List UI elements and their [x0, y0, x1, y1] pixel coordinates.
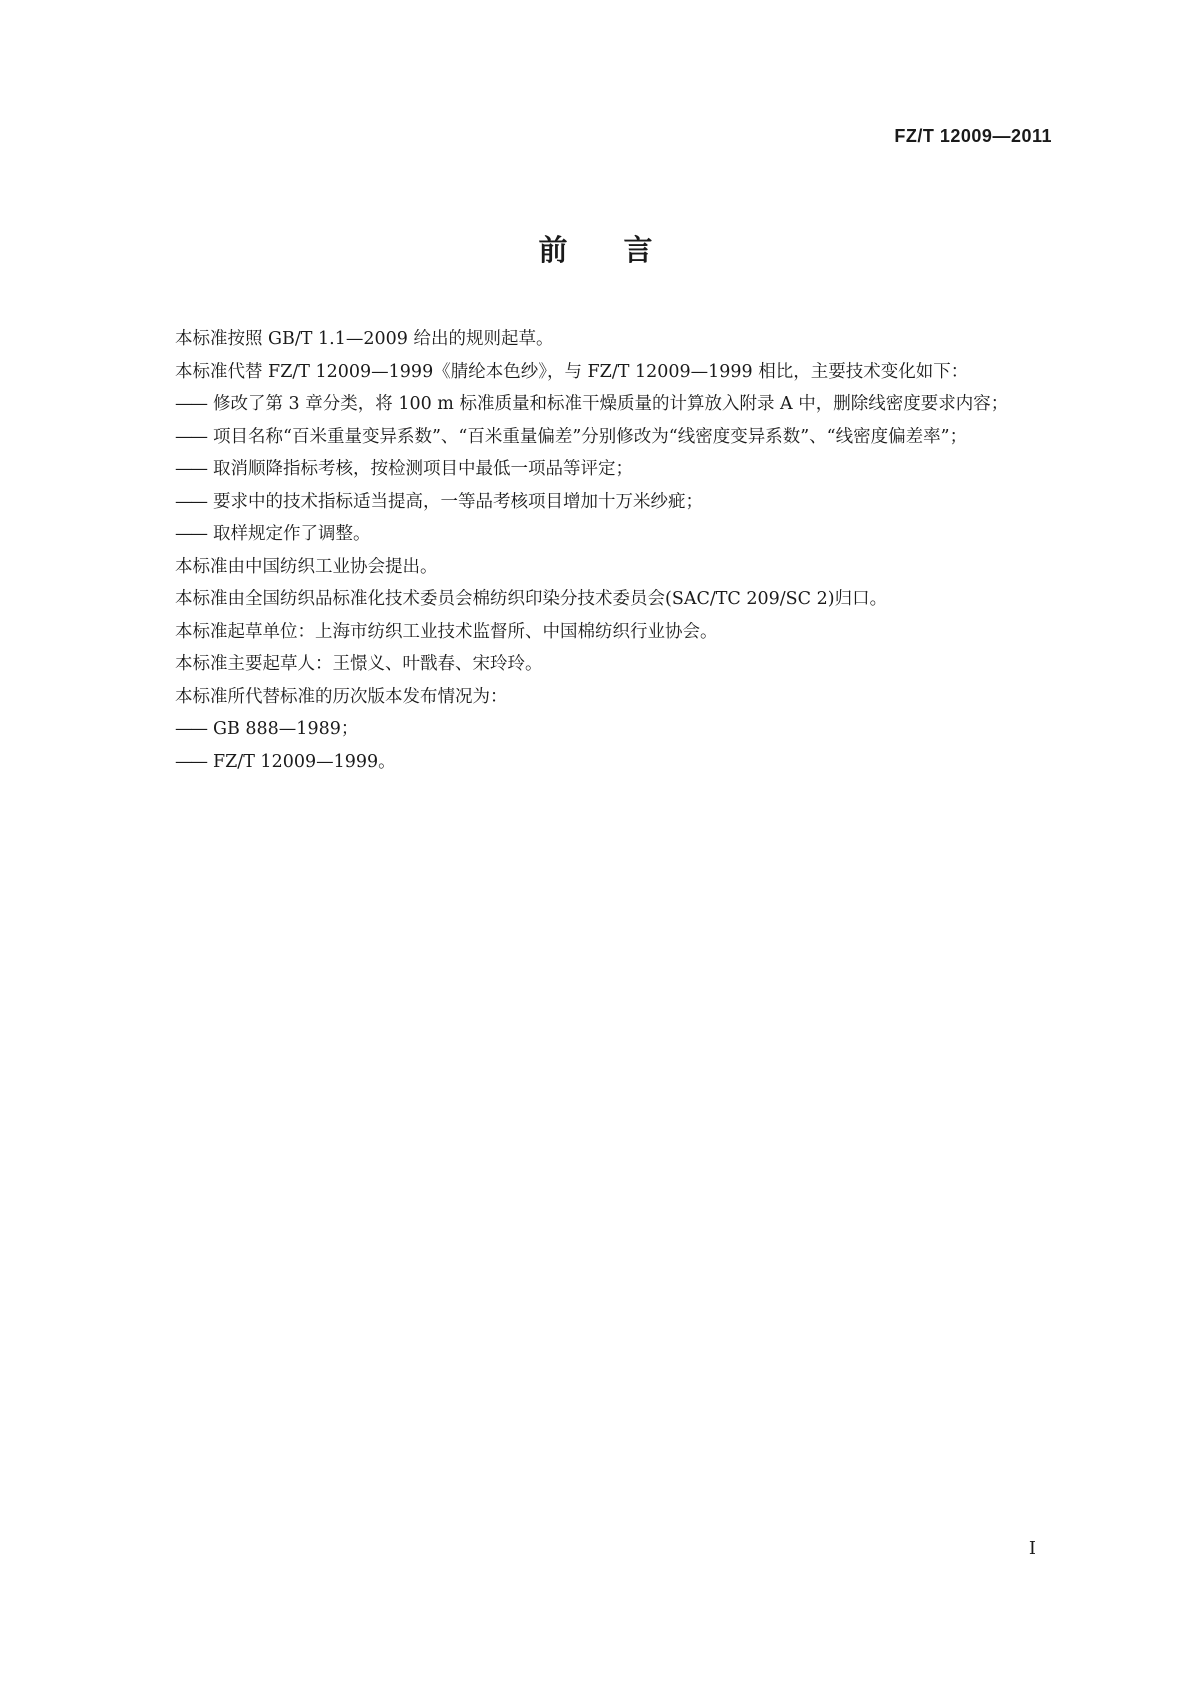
paragraph-proposer: 本标准由中国纺织工业协会提出。 [175, 556, 438, 577]
version-item-text: FZ/T 12009—1999。 [213, 751, 396, 772]
paragraph-replaces: 本标准代替 FZ/T 12009—1999《腈纶本色纱》，与 FZ/T 12009—1999 相比，主要技术变化如下： [175, 361, 969, 382]
foreword-body [175, 323, 1055, 778]
change-item [175, 453, 1055, 486]
dash-mark: —— [175, 394, 206, 414]
change-item-text: 项目名称“百米重量变异系数”、“百米重量偏差”分别修改为“线密度变异系数”、“线密度偏差率”； [213, 426, 968, 447]
version-item-text: GB 888—1989； [213, 719, 359, 739]
dash-mark: —— [175, 719, 206, 739]
dash-mark: —— [175, 491, 206, 512]
change-item [175, 421, 1055, 454]
change-item [175, 486, 1055, 519]
paragraph-drafting-rules: 本标准按照 GB/T 1.1—2009 给出的规则起草。 [175, 329, 554, 349]
version-item [175, 746, 1055, 779]
change-item [175, 518, 1055, 551]
dash-mark: —— [175, 751, 206, 772]
paragraph-committee: 本标准由全国纺织品标准化技术委员会棉纺织印染分技术委员会(SAC/TC 209/SC 2)归口。 [175, 589, 888, 609]
dash-mark: —— [175, 524, 206, 544]
change-item-text: 要求中的技术指标适当提高，一等品考核项目增加十万米纱疵； [213, 491, 703, 512]
paragraph-drafters: 本标准主要起草人：王憬义、叶戬春、宋玲玲。 [175, 654, 543, 674]
paragraph-previous-editions: 本标准所代替标准的历次版本发布情况为： [175, 686, 508, 707]
change-item-text: 取样规定作了调整。 [213, 524, 371, 544]
dash-mark: —— [175, 459, 206, 479]
change-item-text: 取消顺降指标考核，按检测项目中最低一项品等评定； [213, 459, 633, 479]
standard-code: FZ/T 12009—2011 [894, 126, 1052, 146]
change-item [175, 388, 1055, 421]
version-item [175, 713, 1055, 746]
dash-mark: —— [175, 426, 206, 447]
page-number: I [1028, 1538, 1036, 1559]
change-item-text: 修改了第 3 章分类，将 100 m 标准质量和标准干燥质量的计算放入附录 A 中，删除线密度要求内容； [213, 394, 1009, 414]
paragraph-drafting-units: 本标准起草单位：上海市纺织工业技术监督所、中国棉纺织行业协会。 [175, 621, 718, 642]
page-title: 前言 [538, 233, 709, 267]
